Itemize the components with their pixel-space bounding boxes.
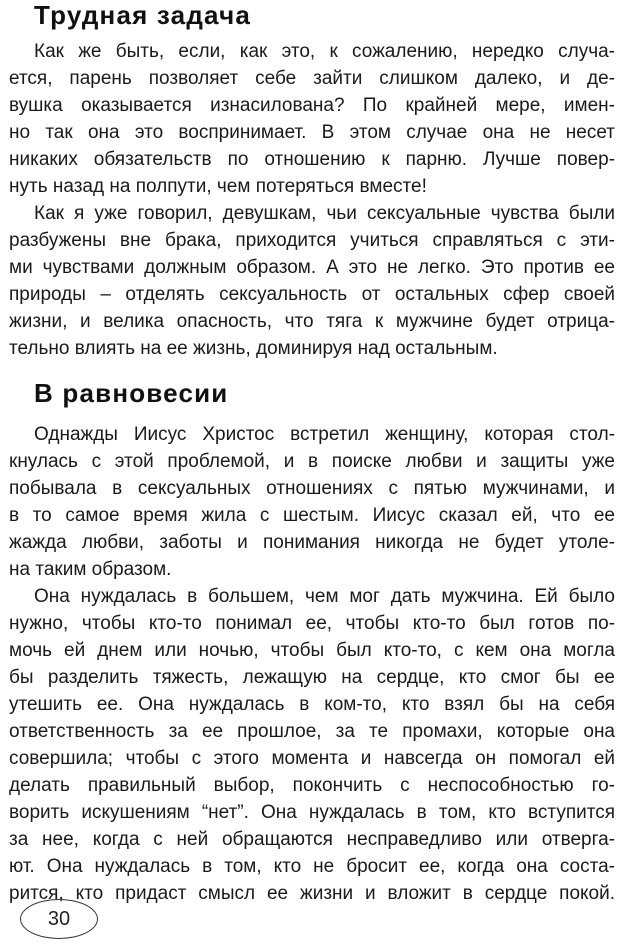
text-line: побывала в сексуальных отношениях с пятью мужчинами, и <box>9 478 615 499</box>
text-line: на таким образом. <box>9 559 172 580</box>
text-line: совершила; чтобы с этого момента и навсегда он помогал ей <box>9 748 615 769</box>
page-number <box>20 899 98 939</box>
section-title-2: В равновесии <box>34 378 229 408</box>
text-line: разбужены вне брака, приходится учиться справляться с эти- <box>9 230 615 251</box>
text-line: нужно, чтобы кто-то понимал ее, чтобы кто-то был готов по- <box>9 613 615 634</box>
text-line: ворить искушениям “нет”. Она нуждалась в том, кто вступится <box>9 802 615 823</box>
text-line: в то самое время жила с шестым. Иисус сказал ей, что ее <box>9 505 615 526</box>
page-number-label: 30 <box>47 907 71 930</box>
text-line: Однажды Иисус Христос встретил женщину, которая стол- <box>34 424 615 445</box>
section-title-1: Трудная задача <box>34 0 252 30</box>
text-line: жизни, и велика опасность, что тяга к мужчине будет отрица- <box>9 311 615 332</box>
text-line: ется, парень позволяет себе зайти слишком далеко, и де- <box>9 68 615 89</box>
text-line: мочь ей днем или ночью, чтобы был кто-то, с кем она могла <box>9 640 615 661</box>
text-line: Как же быть, если, как это, к сожалению, нередко случа- <box>34 41 615 62</box>
text-line: рится, кто придаст смысл ее жизни и вложит в сердце покой. <box>9 883 615 904</box>
text-line: но так она это воспринимает. В этом случае она не несет <box>9 122 615 143</box>
text-line: за нее, когда с ней обращаются несправедливо или отверга- <box>9 829 615 850</box>
text-line: вушка оказывается изнасилована? По крайней мере, имен- <box>9 95 615 116</box>
text-line: делать правильный выбор, покончить с неспособностью го- <box>9 775 615 796</box>
text-line: кнулась с этой проблемой, и в поиске любви и защиты уже <box>9 451 615 472</box>
text-line: ют. Она нуждалась в том, кто не бросит ее, когда она соста- <box>9 856 615 877</box>
text-line: Она нуждалась в большем, чем мог дать мужчина. Ей было <box>34 586 615 607</box>
text-line: Как я уже говорил, девушкам, чьи сексуальные чувства были <box>34 203 615 224</box>
text-line: тельно влиять на ее жизнь, доминируя над остальным. <box>9 338 498 359</box>
text-line: бы разделить тяжесть, лежащую на сердце, кто смог бы ее <box>9 667 615 688</box>
text-line: ответственность за ее прошлое, за те промахи, которые она <box>9 721 615 742</box>
text-line: никаких обязательств по отношению к парню. Лучше повер- <box>9 149 615 170</box>
text-line: природы – отделять сексуальность от остальных сфер своей <box>9 284 615 305</box>
text-line: ми чувствами должным образом. А это не легко. Это против ее <box>9 257 615 278</box>
text-line: нуть назад на полпути, чем потеряться вместе! <box>9 176 427 197</box>
text-line: жажда любви, заботы и понимания никогда не будет утоле- <box>9 532 615 553</box>
text-line: утешить ее. Она нуждалась в ком-то, кто взял бы на себя <box>9 694 615 715</box>
